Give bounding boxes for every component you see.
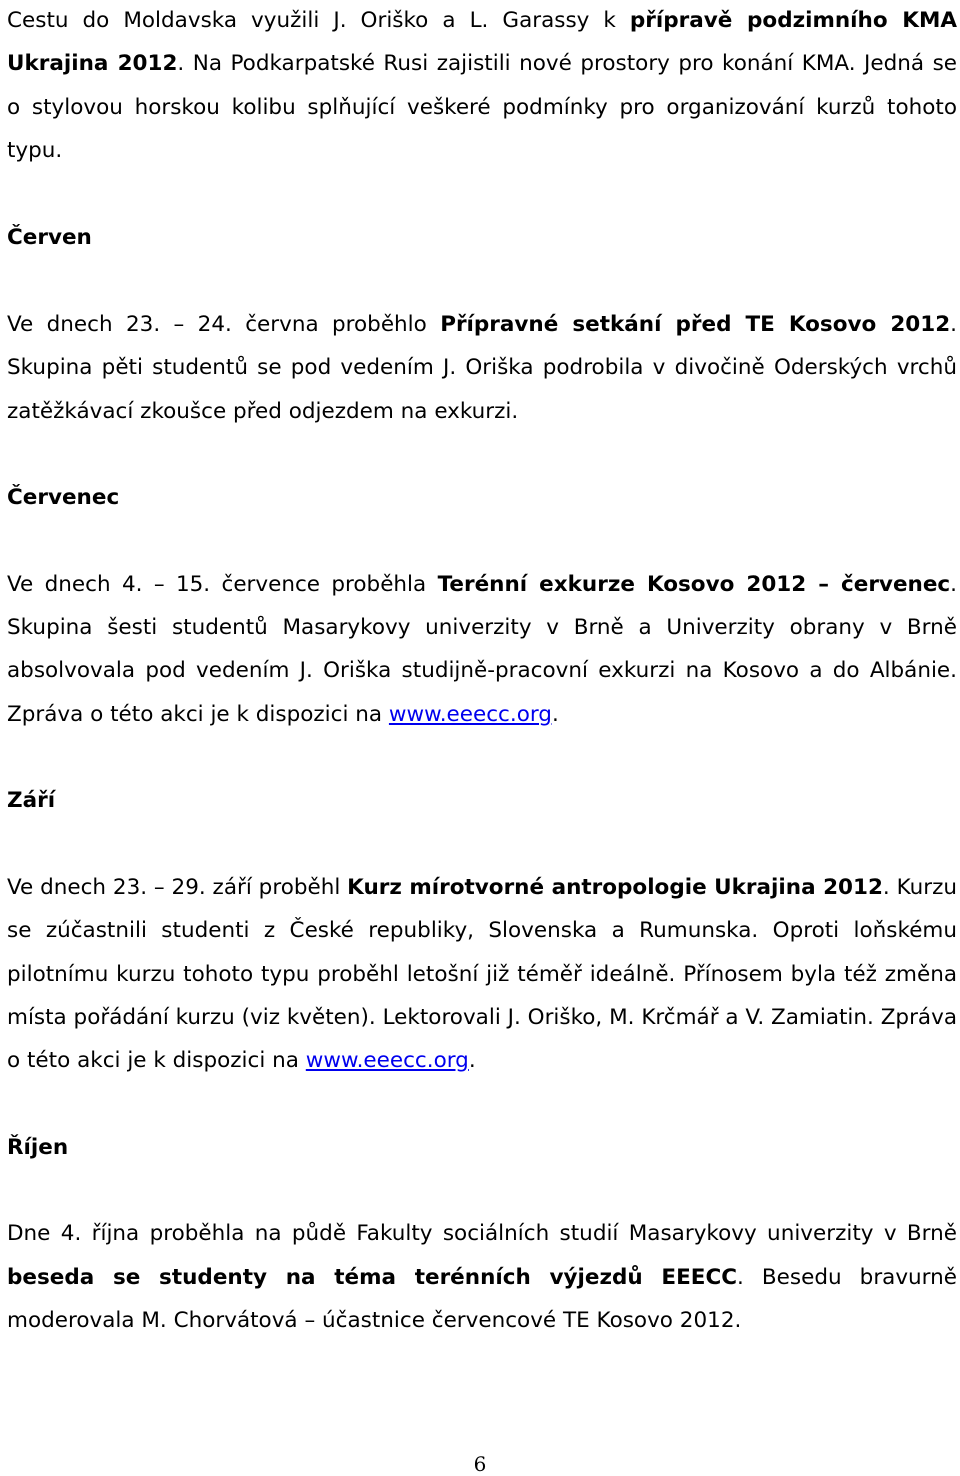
paragraph-rijen (7, 1212, 957, 1342)
text: . Skupina pěti studentů se pod vedením J. Oriška podrobila v divočině Oderských vrchů zatěžkávací zkoušce před odjezdem na exkurzi. (7, 312, 957, 424)
text: . Na Podkarpatské Rusi zajistili nové prostory pro konání KMA. Jedná se o stylovou horskou kolibu splňující veškeré podmínky pro organizování kurzů tohoto typu. (7, 51, 957, 163)
text: . Skupina šesti studentů Masarykovy univerzity v Brně a Univerzity obrany v Brně absolvovala pod vedením J. Oriška studijně-pracovní exkurzi na Kosovo a do Albánie. Zpráva o této akci je k dispozici na (7, 571, 957, 727)
bold-text: beseda se studenty na téma terénních výjezdů EEECC (7, 1264, 738, 1290)
bold-text: Terénní exkurze Kosovo 2012 – červenec (437, 571, 951, 597)
spacer (7, 823, 957, 866)
spacer (7, 736, 957, 779)
paragraph-cervenec (7, 563, 957, 736)
spacer (7, 260, 957, 303)
text: Cestu do Moldavska využili J. Oriško a L. Garassy k (7, 8, 630, 33)
text: Dne 4. října proběhla na půdě Fakulty sociálních studií Masarykovy univerzity v Brně (7, 1221, 957, 1247)
bold-text: Kurz mírotvorné antropologie Ukrajina 2012 (347, 874, 883, 900)
text: Ve dnech 23. – 29. září proběhl (7, 874, 348, 900)
spacer (7, 520, 957, 563)
spacer (7, 173, 957, 216)
document-page (7, 0, 957, 1342)
text: . (468, 1048, 476, 1074)
text: Ve dnech 23. – 24. června proběhlo (7, 312, 441, 338)
paragraph-intro (7, 0, 957, 172)
eeecc-link[interactable]: www.eeecc.org (388, 701, 552, 727)
eeecc-link[interactable]: www.eeecc.org (305, 1048, 469, 1074)
text: Ve dnech 4. – 15. července proběhla (7, 571, 438, 597)
bold-text: přípravě podzimního KMA Ukrajina 2012 (7, 8, 957, 77)
paragraph-zari (7, 866, 957, 1082)
section-heading-rijen: Říjen (7, 1134, 69, 1160)
section-heading-cerven: Červen (7, 225, 92, 251)
paragraph-cerven (7, 303, 957, 433)
text: . Besedu bravurně moderovala M. Chorvátová – účastnice červencové TE Kosovo 2012. (7, 1264, 957, 1333)
spacer (7, 1169, 957, 1212)
bold-text: Přípravné setkání před TE Kosovo 2012 (440, 312, 951, 338)
section-heading-cervenec: Červenec (7, 485, 120, 511)
page-number: 6 (473, 1452, 487, 1476)
spacer (7, 433, 957, 476)
spacer (7, 1082, 957, 1125)
text: . Kurzu se zúčastnili studenti z České republiky, Slovenska a Rumunska. Oproti loňskému pilotnímu kurzu tohoto typu proběhl letošní již téměř ideálně. Přínosem byla též změna místa pořádání kurzu (viz květen). Lektorovali J. Oriško, M. Krčmář a V. Zamiatin. Zpráva o této akci je k dispozici na (7, 874, 958, 1074)
section-heading-zari: Září (7, 788, 56, 814)
text: . (551, 701, 559, 727)
